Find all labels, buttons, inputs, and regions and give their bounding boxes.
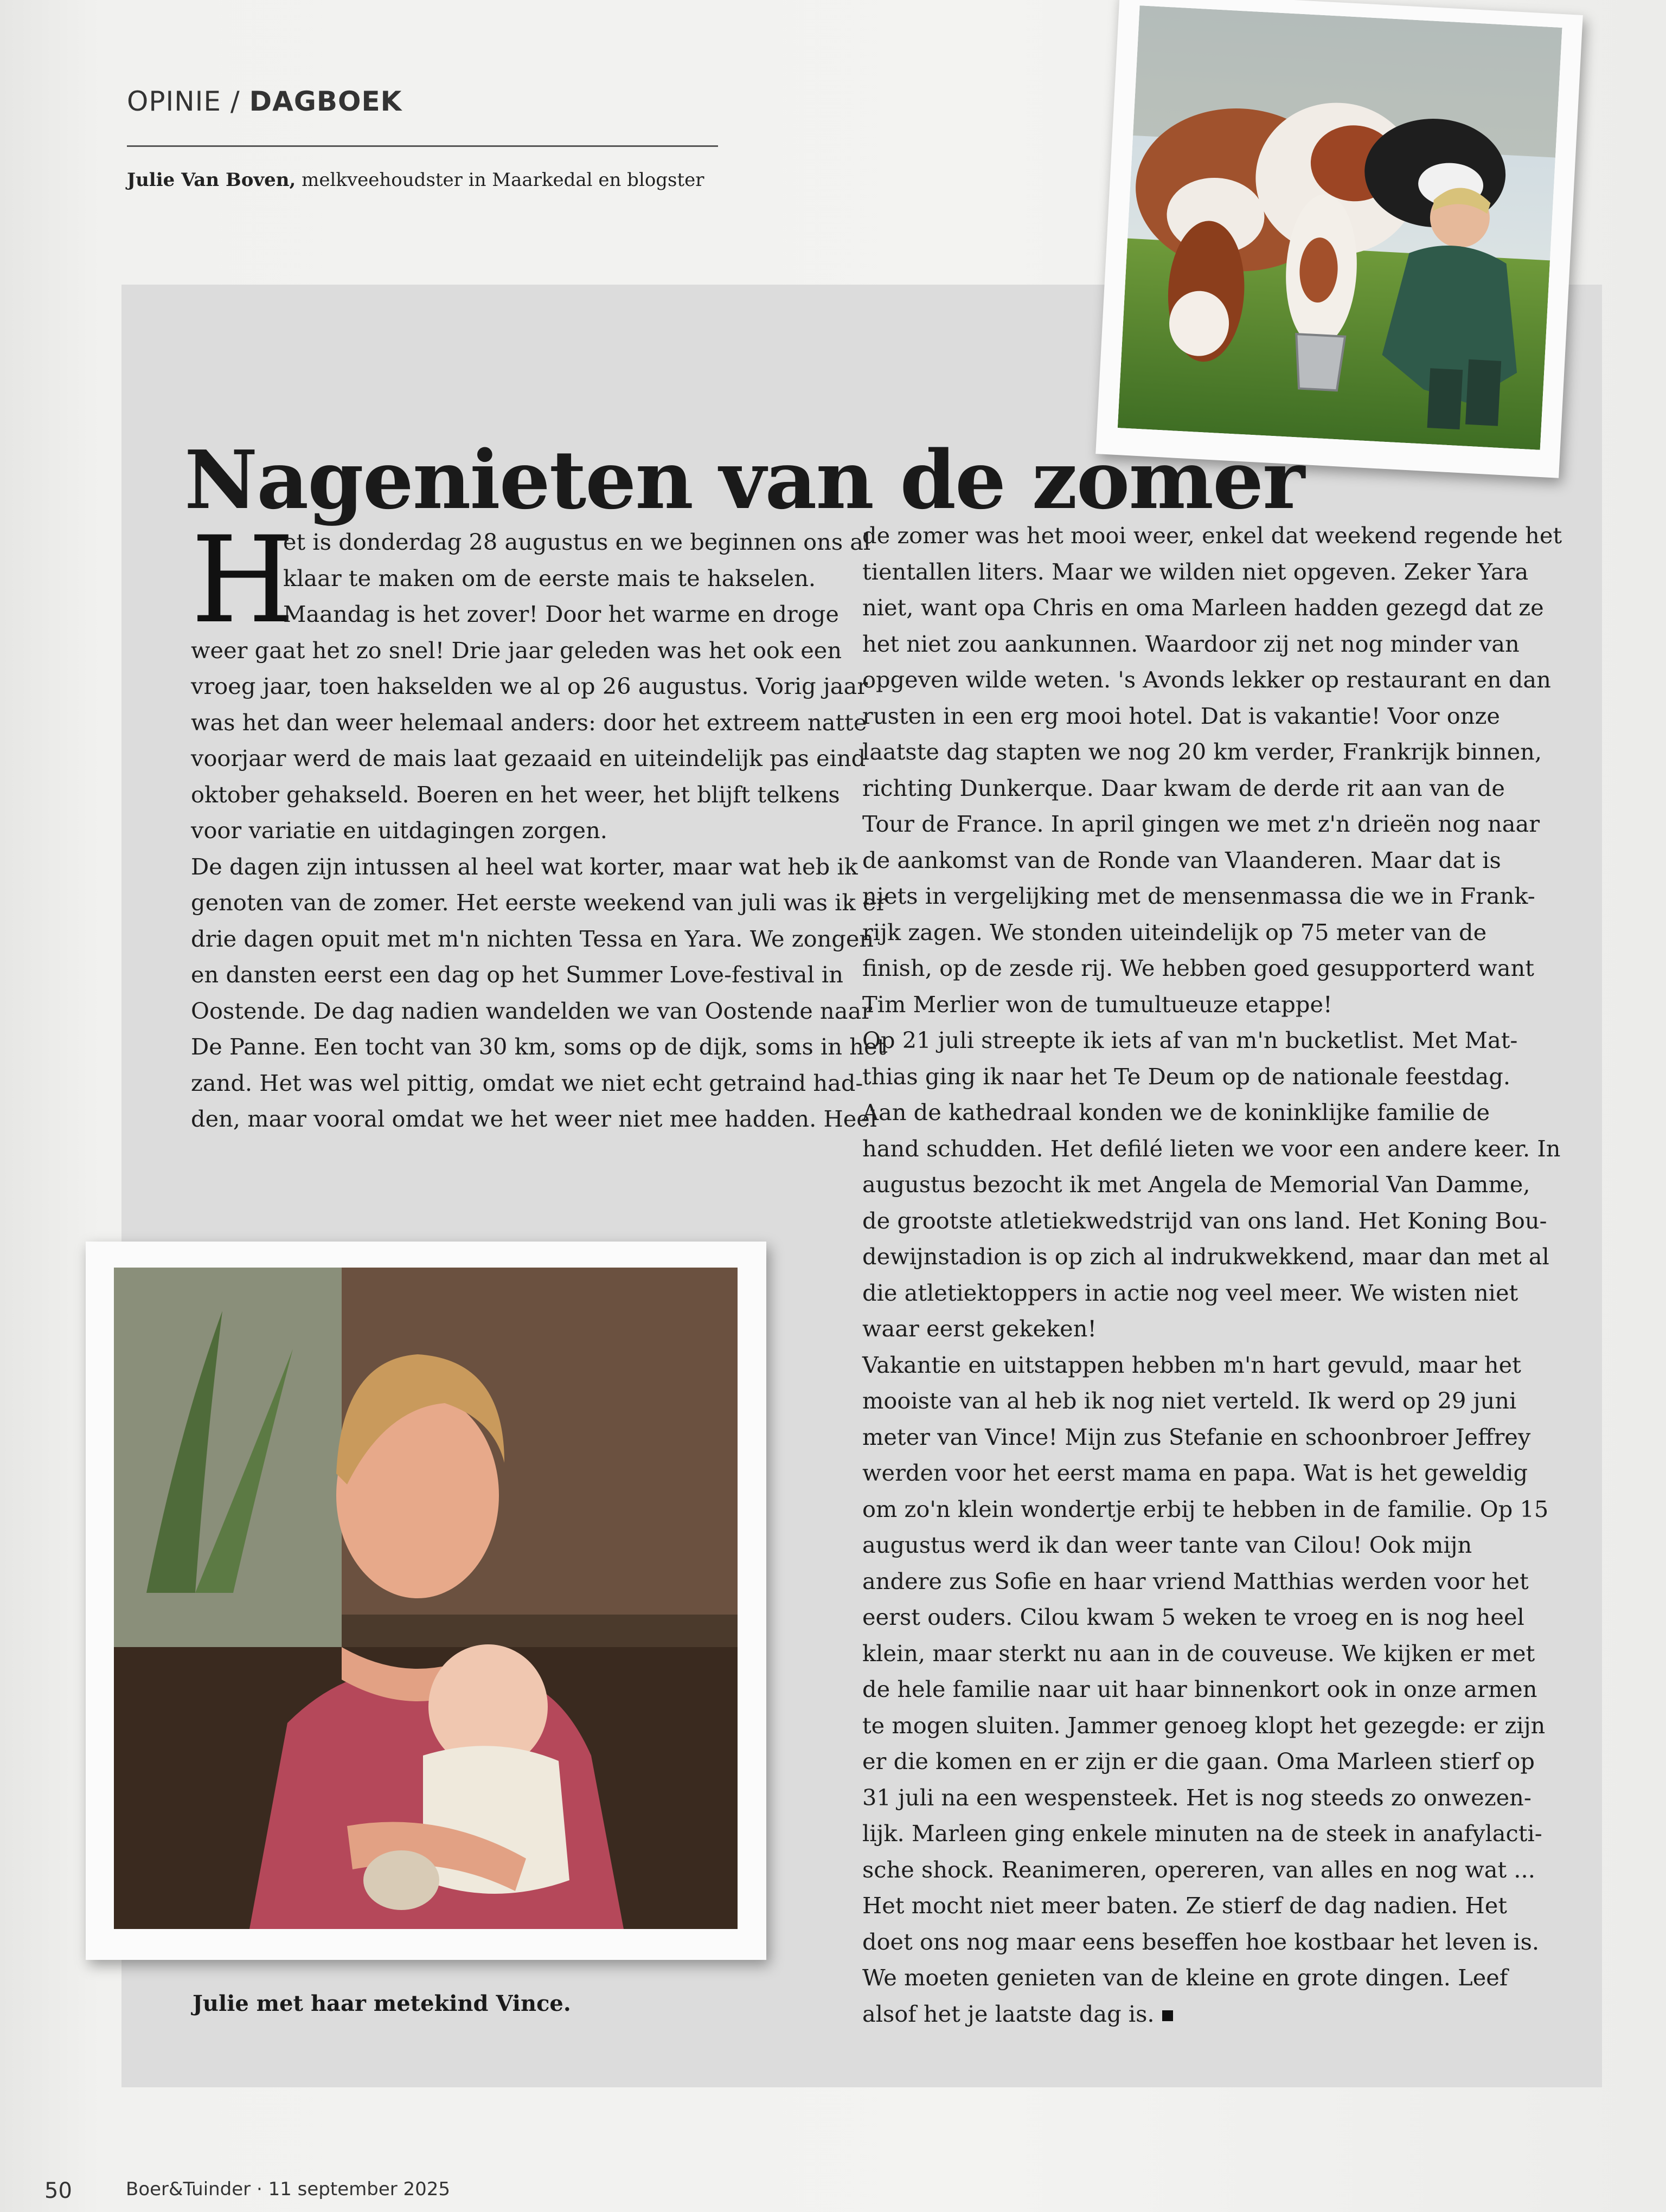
article-line: om zo'n klein wondertje erbij te hebben in de familie. Op 15 <box>862 1495 1549 1522</box>
article-line: Het mocht niet meer baten. Ze stierf de dag nadien. Het <box>862 1892 1507 1919</box>
article-line: hand schudden. Het defilé lieten we voor een andere keer. In <box>862 1135 1561 1162</box>
section-label: OPINIE / <box>127 86 240 117</box>
article-line: niets in vergelijking met de mensenmassa die we in Frank- <box>862 883 1535 909</box>
article-line: thias ging ik naar het Te Deum op de nationale feestdag. <box>862 1063 1511 1090</box>
author-name: Julie Van Boven, <box>127 169 296 191</box>
article-line: De dagen zijn intussen al heel wat korter, maar wat heb ik <box>191 853 858 880</box>
article-line: klaar te maken om de eerste mais te hakselen. <box>283 564 816 591</box>
article-line: voorjaar werd de mais laat gezaaid en uiteindelijk pas eind <box>191 745 866 771</box>
photo-caption: Julie met haar metekind Vince. <box>193 1991 571 2016</box>
article-title: Nagenieten van de zomer <box>184 433 1304 528</box>
portrait-illustration <box>114 1268 738 1929</box>
article-line: klein, maar sterkt nu aan in de couveuse. We kijken er met <box>862 1639 1535 1667</box>
article-line: Tim Merlier won de tumultueuze etappe! <box>862 991 1332 1018</box>
article-line: opgeven wilde weten. 's Avonds lekker op restaurant en dan <box>862 666 1551 693</box>
section-kicker <box>127 86 402 117</box>
portrait-photo <box>114 1268 738 1929</box>
author-role: melkveehoudster in Maarkedal en blogster <box>296 169 704 191</box>
article-line: Aan de kathedraal konden we de koninklijke familie de <box>862 1099 1490 1126</box>
article-line: richting Dunkerque. Daar kwam de derde rit aan van de <box>862 774 1505 801</box>
cows-photo-frame <box>1095 0 1583 478</box>
article-line: de grootste atletiekwedstrijd van ons land. Het Koning Bou- <box>862 1207 1547 1234</box>
article-line: finish, op de zesde rij. We hebben goed gesupporterd want <box>862 955 1534 981</box>
article-line: genoten van de zomer. Het eerste weekend van juli was ik er <box>191 889 887 916</box>
portrait-photo-frame <box>86 1242 766 1960</box>
article-line: waar eerst gekeken! <box>862 1315 1097 1342</box>
article-line: de aankomst van de Ronde van Vlaanderen. Maar dat is <box>862 846 1501 873</box>
article-line: de hele familie naar uit haar binnenkort ook in onze armen <box>862 1676 1537 1702</box>
article-line: weer gaat het zo snel! Drie jaar geleden was het ook een <box>191 636 842 664</box>
article-line: andere zus Sofie en haar vriend Matthias werden voor het <box>862 1567 1529 1594</box>
article-line: eerst ouders. Cilou kwam 5 weken te vroeg en is nog heel <box>862 1604 1524 1630</box>
article-line: Tour de France. In april gingen we met z'n drieën nog naar <box>862 811 1540 837</box>
page-number: 50 <box>44 2178 72 2203</box>
article-line: tientallen liters. Maar we wilden niet opgeven. Zeker Yara <box>862 558 1529 585</box>
article-line: vroeg jaar, toen hakselden we al op 26 augustus. Vorig jaar <box>191 673 868 699</box>
article-line: alsof het je laatste dag is. <box>862 1996 1551 2033</box>
article-column-2 <box>862 518 1562 2032</box>
header-rule <box>127 145 718 147</box>
article-line: laatste dag stapten we nog 20 km verder, Frankrijk binnen, <box>862 738 1542 765</box>
article-line: drie dagen opuit met m'n nichten Tessa en Yara. We zongen <box>191 925 874 952</box>
article-line: voor variatie en uitdagingen zorgen. <box>191 817 607 844</box>
article-line: oktober gehakseld. Boeren en het weer, het blijft telkens <box>191 781 840 808</box>
article-line: Vakantie en uitstappen hebben m'n hart gevuld, maar het <box>862 1351 1521 1378</box>
cows-illustration <box>1118 5 1562 450</box>
article-line: Maandag is het zover! Door het warme en droge <box>283 601 839 627</box>
article-line: de zomer was het mooi weer, enkel dat weekend regende het <box>862 522 1562 549</box>
article-line: lijk. Marleen ging enkele minuten na de steek in anafylacti- <box>862 1820 1542 1847</box>
article-line: er die komen en er zijn er die gaan. Oma Marleen stierf op <box>862 1748 1535 1774</box>
article-line: zand. Het was wel pittig, omdat we niet echt getraind had- <box>191 1069 863 1096</box>
article-line: 31 juli na een wespensteek. Het is nog steeds zo onwezen- <box>862 1784 1532 1811</box>
article-line: Oostende. De dag nadien wandelden we van Oostende naar <box>191 997 873 1024</box>
article-line: We moeten genieten van de kleine en grote dingen. Leef <box>862 1964 1508 1991</box>
article-line: was het dan weer helemaal anders: door het extreem natte <box>191 709 867 736</box>
article-column-1 <box>191 511 887 1137</box>
article-line: sche shock. Reanimeren, opereren, van alles en nog wat ... <box>862 1856 1535 1883</box>
byline <box>127 169 704 191</box>
article-line: De Panne. Een tocht van 30 km, soms op de dijk, soms in het <box>191 1033 887 1060</box>
article-line: doet ons nog maar eens beseffen hoe kostbaar het leven is. <box>862 1928 1540 1955</box>
article-line: niet, want opa Chris en oma Marleen hadden gezegd dat ze <box>862 594 1544 621</box>
article-line: te mogen sluiten. Jammer genoeg klopt het gezegde: er zijn <box>862 1712 1546 1739</box>
article-line: en dansten eerst een dag op het Summer Love-festival in <box>191 961 843 988</box>
article-line: et is donderdag 28 augustus en we beginnen ons al <box>283 529 871 555</box>
article-line: rusten in een erg mooi hotel. Dat is vakantie! Voor onze <box>862 702 1500 729</box>
section-sublabel: DAGBOEK <box>249 86 402 117</box>
article-line: den, maar vooral omdat we het weer niet mee hadden. Heel <box>191 1105 877 1132</box>
cows-photo <box>1118 5 1562 450</box>
article-line: dewijnstadion is op zich al indrukwekkend, maar dan met al <box>862 1243 1549 1270</box>
article-line: meter van Vince! Mijn zus Stefanie en schoonbroer Jeffrey <box>862 1423 1531 1450</box>
publication-footer: Boer&Tuinder · 11 september 2025 <box>126 2178 451 2200</box>
article-line: het niet zou aankunnen. Waardoor zij net nog minder van <box>862 630 1520 657</box>
article-line: augustus werd ik dan weer tante van Cilou! Ook mijn <box>862 1532 1472 1558</box>
article-line: rijk zagen. We stonden uiteindelijk op 75 meter van de <box>862 918 1487 946</box>
article-line: augustus bezocht ik met Angela de Memorial Van Damme, <box>862 1171 1530 1198</box>
drop-cap: H <box>191 511 295 650</box>
article-line: die atletiektoppers in actie nog veel meer. We wisten niet <box>862 1279 1518 1306</box>
end-mark-icon <box>1162 2010 1173 2021</box>
article-line: Op 21 juli streepte ik iets af van m'n bucketlist. Met Mat- <box>862 1027 1518 1053</box>
article-line: werden voor het eerst mama en papa. Wat is het geweldig <box>862 1459 1528 1486</box>
article-line: mooiste van al heb ik nog niet verteld. Ik werd op 29 juni <box>862 1387 1517 1414</box>
